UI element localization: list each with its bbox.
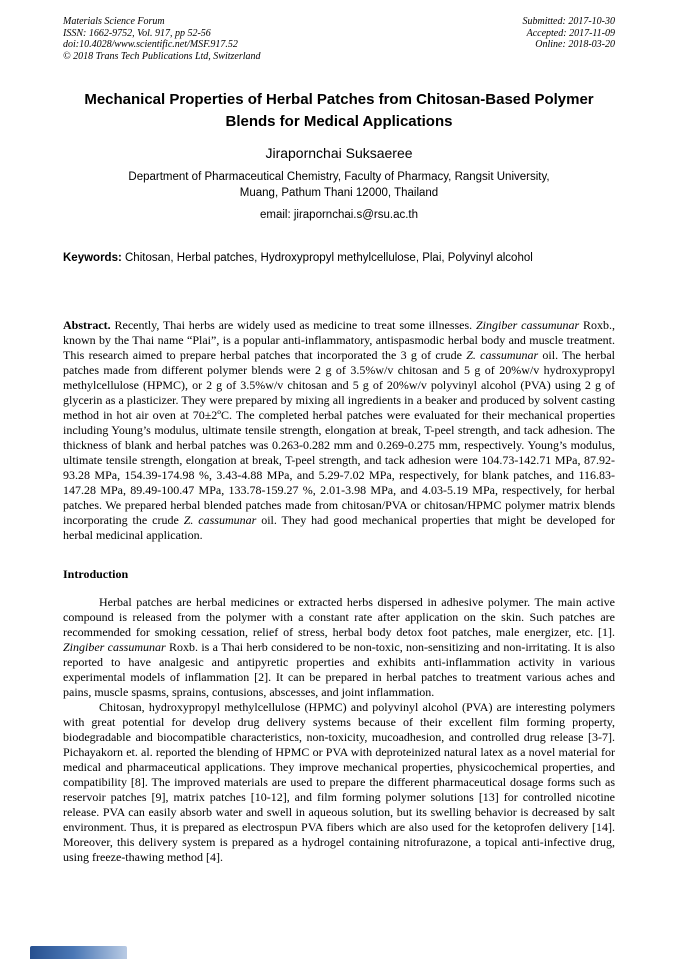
journal-copyright-line: © 2018 Trans Tech Publications Ltd, Switzerland [63, 50, 261, 62]
journal-name: Materials Science Forum [63, 16, 165, 27]
affiliation [63, 169, 615, 201]
publisher-logo-bar [30, 946, 127, 959]
author-name: Jirapornchai Suksaeree [265, 145, 413, 161]
submitted-date: Submitted: 2017-10-30 [522, 16, 615, 27]
paper-title: Mechanical Properties of Herbal Patches from Chitosan-Based Polymer Blends for Medical Applications [84, 91, 594, 130]
page-content [63, 16, 615, 865]
affiliation-line-2: Muang, Pathum Thani 12000, Thailand [239, 187, 439, 199]
journal-doi-line: doi:10.4028/www.scientific.net/MSF.917.52 [63, 39, 238, 50]
journal-issn-line: ISSN: 1662-9752, Vol. 917, pp 52-56 [63, 27, 211, 39]
affiliation-line-1: Department of Pharmaceutical Chemistry, Faculty of Pharmacy, Rangsit University, [128, 171, 550, 183]
keywords-line: Keywords: Chitosan, Herbal patches, Hydroxypropyl methylcellulose, Plai, Polyvinyl alcohol [63, 252, 533, 264]
journal-header-left [63, 16, 261, 62]
body-paragraph: Herbal patches are herbal medicines or extracted herbs dispersed in adhesive polymer. The main active compound is released from the polymer with a constant rate after application on the skin. Such patches are recommended for smoking cessation, relief of stress, herbal body detox foot patches, male energizer, etc. [1]. Zingiber cassumunar Roxb. is a Thai herb considered to be non-toxic, non-sensitizing and non-irritating. It is also reported to have analgesic and antipyretic properties and exhibits anti-inflammation activity in various experimental models of inflammation [2]. It can be prepared in herbal patches to treatment various aches and pains, muscle spasms, sprains, contusions, abscesses, and joint inflammation. [63, 595, 615, 699]
section-heading-introduction: Introduction [63, 567, 129, 581]
abstract-paragraph: Abstract. Recently, Thai herbs are widely used as medicine to treat some illnesses. Zingiber cassumunar Roxb., known by the Thai name “Plai”, is a popular anti-inflammatory, antispasmodic herbal body and muscle treatment. This research aimed to prepare herbal patches that incorporated the 3 g of crude Z. cassumunar oil. The herbal patches made from different polymer blends were 2 g of 3.5%w/v chitosan and 5 g of 20%w/v hydroxypropyl methylcellulose (HPMC), or 2 g of 3.5%w/v chitosan and 5 g of 20%w/v polyvinyl alcohol (PVA) using 2 g of glycerin as a plasticizer. They were prepared by mixing all ingredients in a beaker and produced by solvent casting method in hot air oven at 70±2ºC. The completed herbal patches were evaluated for their mechanical properties including Young’s modulus, ultimate tensile strength, elongation at break, T-peel strength, and tack adhesion. The thickness of blank and herbal patches was 0.263-0.282 mm and 0.269-0.275 mm, respectively. Young’s modulus, ultimate tensile strength, elongation at break, T-peel strength, and tack adhesion were 104.73-142.71 MPa, 87.92-93.28 MPa, 154.39-174.98 %, 3.43-4.88 MPa, and 5.29-7.02 MPa, respectively, for blank patches, and 116.83-147.28 MPa, 89.49-100.47 MPa, 133.78-159.27 %, 2.01-3.98 MPa, and 4.03-5.19 MPa, respectively, for herbal patches. We prepared herbal blended patches made from chitosan/PVA or chitosan/HPMC polymer matrix blends incorporating the crude Z. cassumunar oil. They had good mechanical properties that might be developed for herbal medicinal application. [63, 318, 615, 542]
online-date: Online: 2018-03-20 [535, 39, 615, 50]
journal-header-right [523, 16, 616, 62]
author-email: email: jirapornchai.s@rsu.ac.th [259, 209, 419, 221]
body-paragraph: Chitosan, hydroxypropyl methylcellulose (HPMC) and polyvinyl alcohol (PVA) are interesting polymers with great potential for develop drug delivery systems because of their excellent film forming property, biodegradable and biocompatible characteristics, non-toxicity, mucoadhesion, and controlled drug release [3-7]. Pichayakorn et. al. reported the blending of HPMC or PVA with deproteinized natural latex as a novel material for medical and pharmaceutical applications. They improve mechanical properties, physicochemical properties, and compatibility [8]. The improved materials are used to prepare the different pharmaceutical dosage forms such as reservoir patches [9], matrix patches [10-12], and film forming polymer solutions [13] for controlled nicotine release. PVA can easily absorb water and swell in aqueous solution, but its swelling behavior is decreased by salt environment. Thus, it is prepared as electrospun PVA fibers which are also used for the ketoprofen delivery [14]. Moreover, this delivery system is prepared as a hydrogel containing nitrofurazone, a topical anti-infective drug, using freeze-thawing method [4]. [63, 700, 615, 864]
journal-header [63, 16, 615, 62]
accepted-date: Accepted: 2017-11-09 [526, 27, 615, 39]
